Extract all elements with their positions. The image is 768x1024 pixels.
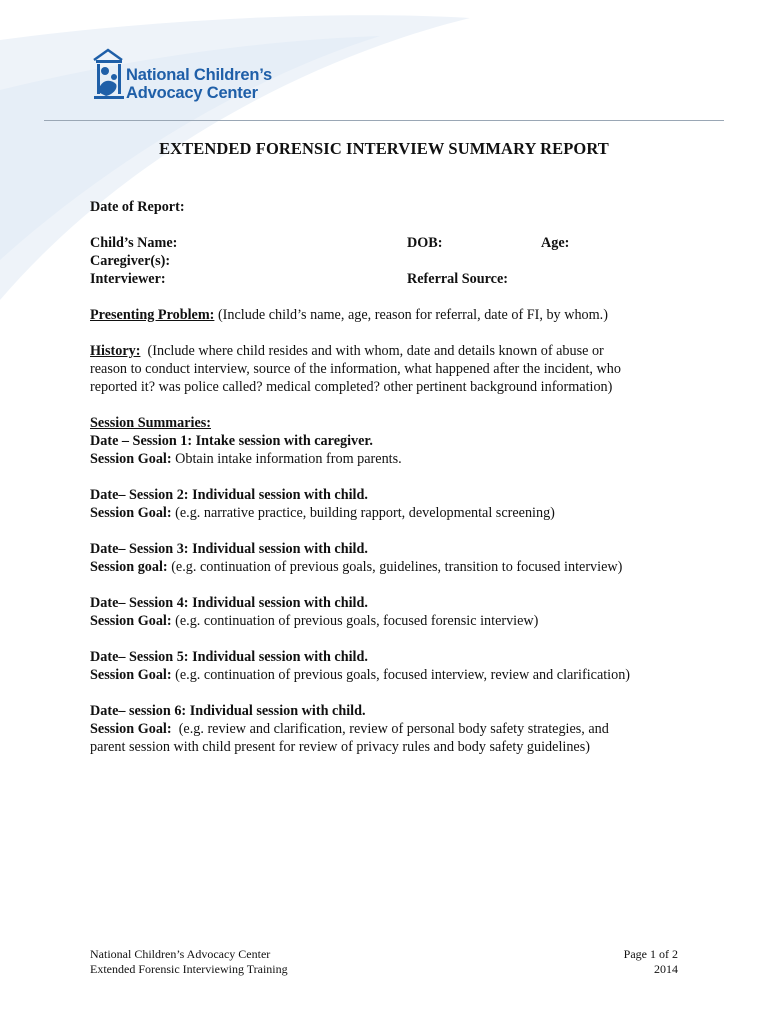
caregivers-row xyxy=(90,252,690,270)
session-goal-text: (e.g. review and clarification, review of personal body safety strategies, and xyxy=(171,721,609,737)
session-goal-text: (e.g. narrative practice, building rapport, developmental screening) xyxy=(171,505,555,521)
footer-page-info xyxy=(624,947,678,977)
logo-line-2: Advocacy Center xyxy=(126,84,258,102)
footer-org-name: National Children’s Advocacy Center xyxy=(90,947,271,961)
dob-label: DOB: xyxy=(407,235,443,251)
date-of-report-label: Date of Report: xyxy=(90,199,185,215)
session-goal-text: (e.g. continuation of previous goals, guidelines, transition to focused interview) xyxy=(167,559,623,575)
history-label: History: xyxy=(90,343,141,359)
session-5-goal xyxy=(90,666,690,684)
session-goal-text: (e.g. continuation of previous goals, focused forensic interview) xyxy=(171,613,539,629)
session-6-goal-continued: parent session with child present for review of privacy rules and body safety guidelines) xyxy=(90,739,590,755)
session-goal-text: Obtain intake information from parents. xyxy=(171,451,402,467)
caregivers-label: Caregiver(s): xyxy=(90,253,171,269)
presenting-problem-row xyxy=(90,306,690,324)
session-goal-label: Session Goal: xyxy=(90,451,172,467)
session-6-goal xyxy=(90,720,690,738)
page-number: Page 1 of 2 xyxy=(623,947,678,961)
session-2-heading: Date– Session 2: Individual session with child. xyxy=(90,487,368,503)
session-goal-label: Session Goal: xyxy=(90,505,172,521)
session-goal-label: Session goal: xyxy=(90,559,168,575)
childs-name-row xyxy=(90,234,690,252)
ncac-logo xyxy=(88,44,298,110)
referral-source-label: Referral Source: xyxy=(407,271,508,287)
session-goal-label: Session Goal: xyxy=(90,667,172,683)
logo-line-1: National Children’s xyxy=(126,66,272,84)
footer-training-name: Extended Forensic Interviewing Training xyxy=(90,962,288,976)
footer-organization xyxy=(90,947,288,977)
session-2-goal xyxy=(90,504,690,522)
footer-year: 2014 xyxy=(654,962,678,976)
childs-name-label: Child’s Name: xyxy=(90,235,178,251)
presenting-problem-label: Presenting Problem: xyxy=(90,307,215,323)
history-text-line-1: (Include where child resides and with whom, date and details known of abuse or xyxy=(140,343,604,359)
interviewer-row xyxy=(90,270,690,288)
session-6-heading: Date– session 6: Individual session with child. xyxy=(90,703,366,719)
session-summaries-heading: Session Summaries: xyxy=(90,415,211,431)
session-goal-label: Session Goal: xyxy=(90,613,172,629)
history-section xyxy=(90,342,690,396)
session-3-goal xyxy=(90,558,690,576)
report-title: EXTENDED FORENSIC INTERVIEW SUMMARY REPORT xyxy=(159,139,609,158)
session-goal-label: Session Goal: xyxy=(90,721,172,737)
interviewer-label: Interviewer: xyxy=(90,271,166,287)
session-4-goal xyxy=(90,612,690,630)
session-4-heading: Date– Session 4: Individual session with child. xyxy=(90,595,368,611)
session-goal-text: (e.g. continuation of previous goals, focused interview, review and clarification) xyxy=(171,667,631,683)
header-divider xyxy=(44,120,724,121)
ncac-logo-mark-icon xyxy=(88,44,128,108)
session-1-heading: Date – Session 1: Intake session with caregiver. xyxy=(90,433,373,449)
logo-wordmark xyxy=(126,66,272,102)
age-label: Age: xyxy=(541,235,570,251)
session-3-heading: Date– Session 3: Individual session with child. xyxy=(90,541,368,557)
presenting-problem-text: (Include child’s name, age, reason for referral, date of FI, by whom.) xyxy=(214,307,608,323)
session-1-goal xyxy=(90,450,690,468)
session-5-heading: Date– Session 5: Individual session with child. xyxy=(90,649,368,665)
report-body xyxy=(90,198,690,756)
history-text-line-2: reason to conduct interview, source of the information, what happened after the incident, who xyxy=(90,361,621,377)
history-text-line-3: reported it? was police called? medical completed? other pertinent background information) xyxy=(90,379,613,395)
